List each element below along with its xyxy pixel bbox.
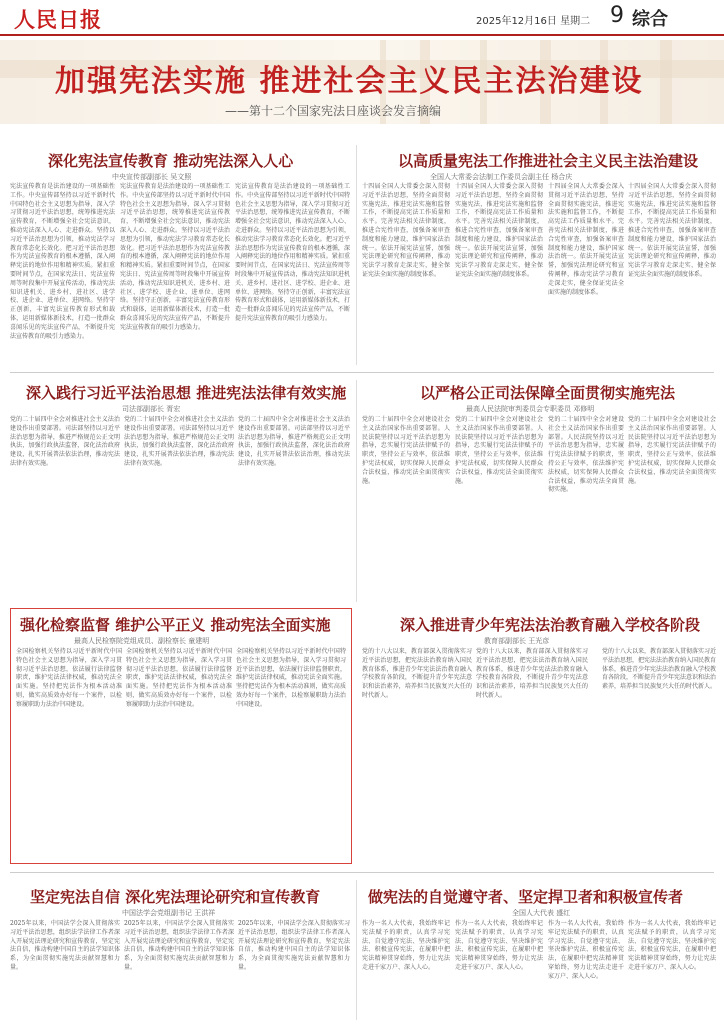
article-body: 宪法宣传教育是法治建设的一项基础性工作。中央宣传部坚持以习近平新时代中国特色社会主义思想为指导，深入学习贯彻习近平法治思想，统筹推进宪法宣传教育，不断增强全社会宪法意识，推动宪法深入人心、走进群众。坚持以习近平法治思想为引领，推动宪法学习教育常态化长效化。把习近平法治思想作为宪法宣传教育的根本遵循，深入阐释宪法的地位作用和精神实质。紧扣重要时间节点，在国家宪法日、宪法宣传周等时段集中开展宣传活动，推动宪法知识进机关、进乡村、进社区、进学校、进企业、进单位、进网络。坚持守正创新，丰富宪法宣传教育形式和载体，运用新媒体新技术，打造一批群众喜闻乐见的宪法宣传产品，不断提升宪法宣传教育的吸引力感染力。 <box>10 183 115 340</box>
article-body: 作为一名人大代表，我始终牢记宪法赋予的职责，认真学习宪法、自觉遵守宪法、坚决维护宪法、积极宣传宪法，在履职中把宪法精神贯穿始终，努力让宪法走进千家万户、深入人心。 <box>548 920 624 980</box>
column-divider <box>356 380 357 602</box>
article-author: 最高人民检察院党组成员、副检察长 童建明 <box>74 637 210 645</box>
section-rule <box>10 372 714 373</box>
banner-subtitle: ——第十二个国家宪法日座谈会发言摘编 <box>225 104 442 118</box>
article-body: 宪法宣传教育是法治建设的一项基础性工作。中央宣传部坚持以习近平新时代中国特色社会主义思想为指导，深入学习贯彻习近平法治思想，统筹推进宪法宣传教育，不断增强全社会宪法意识，推动宪法深入人心、走进群众。坚持以习近平法治思想为引领，推动宪法学习教育常态化长效化。把习近平法治思想作为宪法宣传教育的根本遵循，深入阐释宪法的地位作用和精神实质。紧扣重要时间节点，在国家宪法日、宪法宣传周等时段集中开展宣传活动，推动宪法知识进机关、进乡村、进社区、进学校、进企业、进单位、进网络。坚持守正创新，丰富宪法宣传教育形式和载体，运用新媒体新技术，打造一批群众喜闻乐见的宪法宣传产品，不断提升宪法宣传教育的吸引力感染力。 <box>120 183 230 331</box>
article-body: 十四届全国人大常委会深入贯彻习近平法治思想，坚持全面贯彻实施宪法，推进宪法实施和监督工作，不断提高宪法工作质量和水平。完善宪法相关法律制度，推进合宪性审查，加强备案审查制度和能力建设，维护国家法治统一。依法开展宪法宣誓，加强宪法理论研究和宣传阐释，推动宪法学习教育走深走实，健全保证宪法全面实施的制度体系。 <box>455 183 543 278</box>
article-body: 全国检察机关坚持以习近平新时代中国特色社会主义思想为指导，深入学习贯彻习近平法治思想，依法履行法律监督职责，维护宪法法律权威，推动宪法全面实施。坚持把宪法作为根本活动准则，做实高质效办好每一个案件，以检察履职助力法治中国建设。 <box>236 648 346 708</box>
article-title: 以高质量宪法工作推进社会主义民主法治建设 <box>398 152 699 170</box>
article-body: 宪法宣传教育是法治建设的一项基础性工作。中央宣传部坚持以习近平新时代中国特色社会主义思想为指导，深入学习贯彻习近平法治思想，统筹推进宪法宣传教育，不断增强全社会宪法意识，推动宪法深入人心、走进群众。坚持以习近平法治思想为引领，推动宪法学习教育常态化长效化。把习近平法治思想作为宪法宣传教育的根本遵循，深入阐释宪法的地位作用和精神实质。紧扣重要时间节点，在国家宪法日、宪法宣传周等时段集中开展宣传活动，推动宪法知识进机关、进乡村、进社区、进学校、进企业、进单位、进网络。坚持守正创新，丰富宪法宣传教育形式和载体，运用新媒体新技术，打造一批群众喜闻乐见的宪法宣传产品，不断提升宪法宣传教育的吸引力感染力。 <box>235 183 350 322</box>
article-body: 作为一名人大代表，我始终牢记宪法赋予的职责，认真学习宪法、自觉遵守宪法、坚决维护宪法、积极宣传宪法，在履职中把宪法精神贯穿始终，努力让宪法走进千家万户、深入人心。 <box>362 920 450 971</box>
article-body: 十四届全国人大常委会深入贯彻习近平法治思想，坚持全面贯彻实施宪法，推进宪法实施和监督工作，不断提高宪法工作质量和水平。完善宪法相关法律制度，推进合宪性审查，加强备案审查制度和能力建设，维护国家法治统一。依法开展宪法宣誓，加强宪法理论研究和宣传阐释，推动宪法学习教育走深走实，健全保证宪法全面实施的制度体系。 <box>548 183 624 296</box>
issue-date: 2025年12月16日 星期二 <box>476 16 591 27</box>
article-body: 党的二十届四中全会对推进社会主义法治建设作出重要部署。司法部坚持以习近平法治思想为指导，推进严格规范公正文明执法，加强行政执法监督，深化法治政府建设，扎实开展普法依法治理，推动宪法法律有效实施。 <box>124 416 234 467</box>
article-body: 党的十八大以来，教育部深入贯彻落实习近平法治思想，把宪法法治教育纳入国民教育体系，推进青少年宪法法治教育融入学校教育各阶段，不断提升青少年宪法意识和法治素养，培养担当民族复兴大任的时代新人。 <box>476 648 588 699</box>
article-author: 司法部副部长 胥宏 <box>122 405 181 413</box>
article-body: 党的二十届四中全会对建设社会主义法治国家作出重要部署。人民法院坚持以习近平法治思想为指导，忠实履行宪法法律赋予的职责，坚持公正与效率，依法维护宪法权威，切实保障人民群众合法权益，推动宪法全面贯彻实施。 <box>548 416 624 494</box>
article-body: 党的十八大以来，教育部深入贯彻落实习近平法治思想，把宪法法治教育纳入国民教育体系，推进青少年宪法法治教育融入学校教育各阶段，不断提升青少年宪法意识和法治素养，培养担当民族复兴大任的时代新人。 <box>362 648 472 699</box>
article-body: 党的二十届四中全会对建设社会主义法治国家作出重要部署。人民法院坚持以习近平法治思想为指导，忠实履行宪法法律赋予的职责，坚持公正与效率，依法维护宪法权威，切实保障人民群众合法权益，推动宪法全面贯彻实施。 <box>362 416 450 485</box>
article-body: 党的二十届四中全会对推进社会主义法治建设作出重要部署。司法部坚持以习近平法治思想为指导，推进严格规范公正文明执法，加强行政执法监督，深化法治政府建设，扎实开展普法依法治理，推动宪法法律有效实施。 <box>10 416 120 467</box>
article-author: 最高人民法院审判委员会专职委员 邓修明 <box>466 405 595 413</box>
article-author: 全国人大常委会法制工作委员会副主任 杨合庆 <box>430 173 573 181</box>
section-name: 综合 <box>632 9 668 30</box>
newspaper-logo: 人民日报 <box>14 7 102 32</box>
article-author: 全国人大代表 盛红 <box>512 909 571 917</box>
column-divider <box>356 145 357 365</box>
article-body: 党的二十届四中全会对推进社会主义法治建设作出重要部署。司法部坚持以习近平法治思想为指导，推进严格规范公正文明执法，加强行政执法监督，深化法治政府建设，扎实开展普法依法治理，推动宪法法律有效实施。 <box>238 416 350 467</box>
article-title: 深化宪法宣传教育 推动宪法深入人心 <box>48 152 294 170</box>
banner-title: 加强宪法实施 推进社会主义民主法治建设 <box>55 64 644 99</box>
article-title: 深入推进青少年宪法法治教育融入学校各阶段 <box>400 616 701 634</box>
article-body: 党的二十届四中全会对建设社会主义法治国家作出重要部署。人民法院坚持以习近平法治思想为指导，忠实履行宪法法律赋予的职责，坚持公正与效率，依法维护宪法权威，切实保障人民群众合法权益，推动宪法全面贯彻实施。 <box>455 416 543 485</box>
article-author: 中国法学会党组副书记 王洪祥 <box>122 909 216 917</box>
article-body: 2025年以来，中国法学会深入贯彻落实习近平法治思想，组织法学法律工作者深入开展宪法理论研究和宣传教育，坚定宪法自信，推动构建中国自主的法学知识体系，为全面贯彻实施宪法贡献智慧和力量。 <box>238 920 350 971</box>
article-body: 十四届全国人大常委会深入贯彻习近平法治思想，坚持全面贯彻实施宪法，推进宪法实施和监督工作，不断提高宪法工作质量和水平。完善宪法相关法律制度，推进合宪性审查，加强备案审查制度和能力建设，维护国家法治统一。依法开展宪法宣誓，加强宪法理论研究和宣传阐释，推动宪法学习教育走深走实，健全保证宪法全面实施的制度体系。 <box>628 183 716 278</box>
article-body: 全国检察机关坚持以习近平新时代中国特色社会主义思想为指导，深入学习贯彻习近平法治思想，依法履行法律监督职责，维护宪法法律权威，推动宪法全面实施。坚持把宪法作为根本活动准则，做实高质效办好每一个案件，以检察履职助力法治中国建设。 <box>126 648 232 708</box>
article-body: 作为一名人大代表，我始终牢记宪法赋予的职责，认真学习宪法、自觉遵守宪法、坚决维护宪法、积极宣传宪法，在履职中把宪法精神贯穿始终，努力让宪法走进千家万户、深入人心。 <box>455 920 543 971</box>
article-body: 党的二十届四中全会对建设社会主义法治国家作出重要部署。人民法院坚持以习近平法治思想为指导，忠实履行宪法法律赋予的职责，坚持公正与效率，依法维护宪法权威，切实保障人民群众合法权益，推动宪法全面贯彻实施。 <box>628 416 716 485</box>
article-author: 中央宣传部副部长 吴文照 <box>112 173 192 181</box>
article-title: 坚定宪法自信 深化宪法理论研究和宣传教育 <box>30 888 321 906</box>
section-rule <box>10 872 714 873</box>
article-title: 以严格公正司法保障全面贯彻实施宪法 <box>420 384 676 402</box>
article-body: 2025年以来，中国法学会深入贯彻落实习近平法治思想，组织法学法律工作者深入开展宪法理论研究和宣传教育，坚定宪法自信，推动构建中国自主的法学知识体系，为全面贯彻实施宪法贡献智慧和力量。 <box>10 920 120 971</box>
article-title: 深入践行习近平法治思想 推进宪法法律有效实施 <box>26 384 347 402</box>
article-body: 党的十八大以来，教育部深入贯彻落实习近平法治思想，把宪法法治教育纳入国民教育体系，推进青少年宪法法治教育融入学校教育各阶段，不断提升青少年宪法意识和法治素养，培养担当民族复兴大任的时代新人。 <box>602 648 717 691</box>
column-divider <box>356 880 357 1020</box>
article-body: 十四届全国人大常委会深入贯彻习近平法治思想，坚持全面贯彻实施宪法，推进宪法实施和监督工作，不断提高宪法工作质量和水平。完善宪法相关法律制度，推进合宪性审查，加强备案审查制度和能力建设，维护国家法治统一。依法开展宪法宣誓，加强宪法理论研究和宣传阐释，推动宪法学习教育走深走实，健全保证宪法全面实施的制度体系。 <box>362 183 450 278</box>
article-body: 作为一名人大代表，我始终牢记宪法赋予的职责，认真学习宪法、自觉遵守宪法、坚决维护宪法、积极宣传宪法，在履职中把宪法精神贯穿始终，努力让宪法走进千家万户、深入人心。 <box>628 920 716 971</box>
article-body: 全国检察机关坚持以习近平新时代中国特色社会主义思想为指导，深入学习贯彻习近平法治思想，依法履行法律监督职责，维护宪法法律权威，推动宪法全面实施。坚持把宪法作为根本活动准则，做实高质效办好每一个案件，以检察履职助力法治中国建设。 <box>16 648 122 708</box>
article-author: 教育部副部长 王光彦 <box>484 637 550 645</box>
page-number: 9 <box>610 3 624 28</box>
article-title: 强化检察监督 维护公平正义 推动宪法全面实施 <box>20 616 331 634</box>
article-body: 2025年以来，中国法学会深入贯彻落实习近平法治思想，组织法学法律工作者深入开展宪法理论研究和宣传教育，坚定宪法自信，推动构建中国自主的法学知识体系，为全面贯彻实施宪法贡献智慧和力量。 <box>124 920 234 971</box>
article-title: 做宪法的自觉遵守者、坚定捍卫者和积极宣传者 <box>368 888 684 906</box>
